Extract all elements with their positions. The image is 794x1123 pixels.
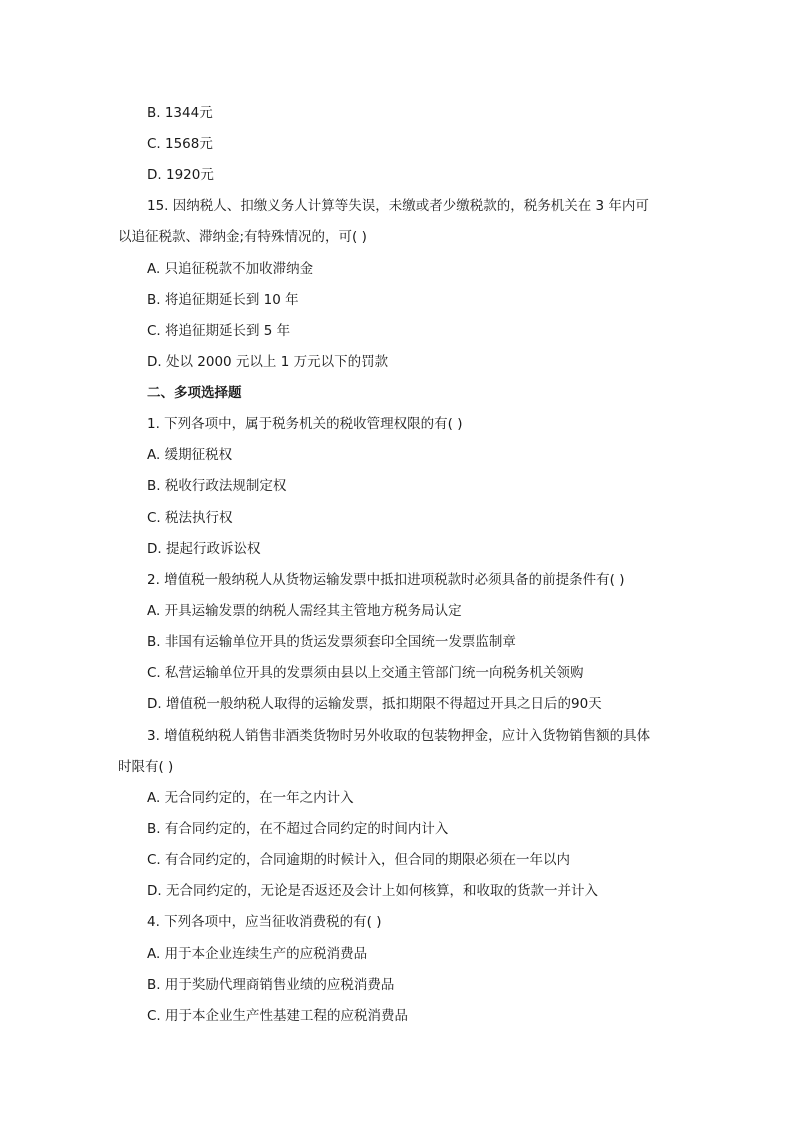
option-line: A. 开具运输发票的纳税人需经其主管地方税务局认定	[147, 603, 462, 619]
option-line: B. 用于奖励代理商销售业绩的应税消费品	[147, 977, 395, 993]
question-line: 1. 下列各项中，属于税务机关的税收管理权限的有( )	[147, 416, 463, 432]
option-line: A. 用于本企业连续生产的应税消费品	[147, 946, 368, 962]
question-continuation: 以追征税款、滞纳金;有特殊情况的，可( )	[118, 229, 367, 245]
option-line: A. 无合同约定的，在一年之内计入	[147, 790, 354, 806]
question-line: 4. 下列各项中，应当征收消费税的有( )	[147, 914, 382, 930]
option-line: A. 缓期征税权	[147, 447, 233, 463]
option-line: B. 1344元	[147, 105, 213, 121]
section-heading: 二、多项选择题	[147, 385, 242, 401]
question-line: 2. 增值税一般纳税人从货物运输发票中抵扣进项税款时必须具备的前提条件有( )	[147, 572, 625, 588]
option-line: B. 税收行政法规制定权	[147, 478, 287, 494]
option-line: C. 私营运输单位开具的发票须由县以上交通主管部门统一向税务机关领购	[147, 665, 584, 681]
option-line: D. 处以 2000 元以上 1 万元以下的罚款	[147, 354, 389, 370]
option-line: A. 只追征税款不加收滞纳金	[147, 261, 314, 277]
question-continuation: 时限有( )	[118, 759, 174, 775]
option-line: B. 将追征期延长到 10 年	[147, 292, 299, 308]
option-line: C. 1568元	[147, 136, 213, 152]
question-line: 15. 因纳税人、扣缴义务人计算等失误，未缴或者少缴税款的，税务机关在 3 年内可	[147, 198, 649, 214]
option-line: C. 将追征期延长到 5 年	[147, 323, 291, 339]
option-line: B. 有合同约定的，在不超过合同约定的时间内计入	[147, 821, 449, 837]
option-line: D. 提起行政诉讼权	[147, 541, 261, 557]
option-line: C. 税法执行权	[147, 510, 233, 526]
question-line: 3. 增值税纳税人销售非酒类货物时另外收取的包装物押金，应计入货物销售额的具体	[147, 728, 651, 744]
option-line: C. 用于本企业生产性基建工程的应税消费品	[147, 1008, 409, 1024]
option-line: D. 1920元	[147, 167, 214, 183]
option-line: D. 无合同约定的，无论是否返还及会计上如何核算，和收取的货款一并计入	[147, 883, 598, 899]
option-line: D. 增值税一般纳税人取得的运输发票，抵扣期限不得超过开具之日后的90天	[147, 696, 602, 712]
option-line: B. 非国有运输单位开具的货运发票须套印全国统一发票监制章	[147, 634, 516, 650]
option-line: C. 有合同约定的，合同逾期的时候计入，但合同的期限必须在一年以内	[147, 852, 571, 868]
